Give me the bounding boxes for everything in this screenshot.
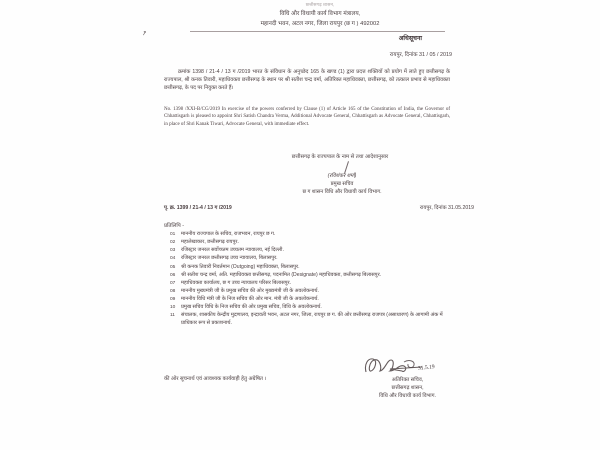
list-item-number: 06 [170,272,176,278]
list-item-text: संचालक, शासकीय केन्द्रीय मुद्रणालय, इन्द्रावती भवन, अटल नगर, जिला, रायपुर छ ग. की ओर छत्तीसगढ़ राजपत्र (असाधारण) के आगामी अंक में प्राधिकार रूप से प्रकाशनार्थ. [181,312,443,326]
list-item-number: 01 [170,232,176,237]
signatory-name: (रविशंकर शर्मा) [327,173,357,179]
list-item-number: 03 [170,248,176,254]
english-body-block [164,106,450,128]
bottom-signature-government: छत्तीसगढ़ शासन, [391,384,424,391]
hindi-body-block [164,69,450,92]
signature-date-stamp: 31.5.19 [417,364,436,372]
list-item [170,255,460,263]
list-item [170,288,460,296]
place-date-top: रायपुर, दिनांक 31 / 05 / 2019 [389,52,452,58]
list-item-text: श्री कनक तिवारी निवर्तमान (Outgoing) महाधिवक्ता, बिलासपुर. [181,263,300,270]
list-item-number: 11 [170,313,175,319]
copy-distribution-list [170,231,460,328]
handwritten-arrow-icon: ↗ [141,30,149,38]
signatory-block [150,172,490,196]
list-item [170,231,460,239]
list-item-text: रजिस्ट्रार जनरल छत्तीसगढ़ उच्च न्यायालय, बिलासपुर. [181,255,278,262]
list-item-text: महालेखाकार, छत्तीसगढ़ रायपुर. [181,239,239,246]
list-item [170,272,460,280]
letterhead-line-2: विधि और विधायी कार्य विभाग मंत्रालय, [279,11,361,17]
bottom-signature-block [325,356,490,400]
list-item-text: माननीय राज्यपाल के सचिव, राजभवन, रायपुर छ ग. [181,231,276,237]
header-divider [190,31,445,32]
letterhead [150,2,490,27]
list-item-text: महाधिवक्ता कार्यालय, छ ग उच्च न्यायालय परिसर बिलासपुर. [181,279,292,286]
list-item-text: प्रमुख सचिव विधि के निज सचिव की ओर प्रमुख सचिव, विधि के अवलोकनार्थ. [181,304,322,311]
letterhead-line-3: महानदी भवन, अटल नगर, जिला रायपुर (छ ग ) 492002 [260,20,380,27]
hindi-body-text: क्रमांक 1398 / 21-4 / 13 ग /2019 भारत के संविधान के अनुच्छेद 165 के खण्ड (1) द्वारा प्रदत्त शक्तियों को प्रयोग में लाते हुए छत्तीसगढ़ के राज्यपाल, श्री कनक तिवारी, महाधिवक्ता छत्तीसगढ़ के स्थान पर श्री सतीश चन्द्र वर्मा, अतिरिक्त महाधिवक्ता, छत्तीसगढ़, को तत्काल प्रभाव से महाधिवक्ता छत्तीसगढ़, के पद पर नियुक्त करते हैं। [164,69,450,91]
english-body-text: No. 1398 /XXI-B/CG/2019 In exercise of the powers conferred by Clause (1) of Article 165 of the Constitution of India, the Governor of Chhattisgarh is pleased to appoint Shri Satish Chandra Verma, Additional Advocate General, Chhattisgarh as Advocate General, Chhattisgarh, in place of Shri Kanak Tiwari, Advocate General, with immediate effect. [164,107,450,127]
list-item-text: रजिस्ट्रार जनरल सर्वोच्च्तम उच्चतम न्यायालय, नई दिल्ली. [181,247,284,254]
list-item-text: श्री सतीश चन्द्र वर्मा, अति. महाधिवक्ता छत्तीसगढ़, पदनामित (Designate) महाधिवक्ता, छत्तीसगढ़ बिलासपुर. [181,271,382,278]
list-item [170,304,460,312]
copy-heading: प्रतिलिपि - [164,223,184,229]
list-item [170,296,460,304]
notification-title: अधिसूचना [398,35,422,42]
handwritten-signature-icon [360,356,455,376]
list-item-text: माननीय विधि मंत्री जी के निज सचिव की ओर मान. मंत्री जी के अवलोकनार्थ. [181,296,319,302]
bottom-signature-department: विधि और विधायी कार्य विभाग. [379,392,436,399]
list-item [170,239,460,247]
signatory-department: छ ग शासन विधि और विधायी कार्य विभाग. [302,189,382,196]
list-item-number: 04 [170,256,176,262]
list-item [170,247,460,255]
notification-sheet [141,0,490,450]
list-item-number: 02 [170,240,176,246]
list-item-text: माननीय मुख्यमंत्री जी के प्रमुख सचिव की ओर मुख्यमंत्री जी के अवलोकनार्थ. [181,287,319,294]
list-item-number: 10 [170,305,176,311]
reference-place-date: रायपुर, दिनांक 31.05.2019 [419,205,474,211]
reference-number: पृ. क्र. 1399 / 21-4 / 13 ग /2019 [164,205,232,211]
list-item [170,264,460,272]
list-item [170,312,460,327]
bottom-signature-designation: अतिरिक्त सचिव, [391,377,424,383]
closing-line: की ओर सूचनार्थ एवं आवश्यक कार्यवाही हेतु अग्रेषित । [164,376,267,382]
list-item-number: 09 [170,297,176,302]
list-item [170,280,460,288]
list-item-number: 05 [170,264,176,270]
list-item-number: 07 [170,280,176,286]
order-by-line: छत्तीसगढ़ के राज्यपाल के नाम से तथा आदेशानुसार [291,154,389,160]
list-item-number: 08 [170,288,176,294]
letterhead-line-1: छत्तीसगढ़ शासन, [305,2,335,7]
reference-row [164,203,474,211]
signatory-designation: प्रमुख सचिव [330,181,354,188]
